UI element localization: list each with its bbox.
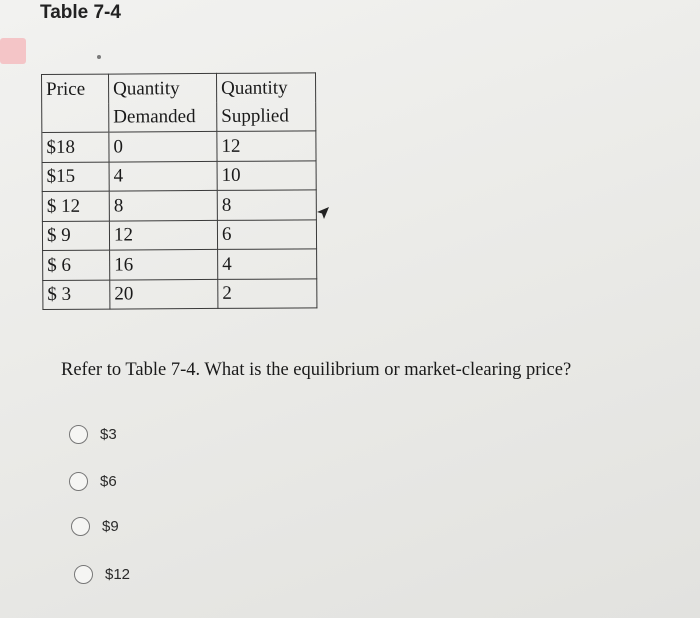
dot-mark <box>97 55 101 59</box>
quantity-supplied-cell: 8 <box>217 190 316 220</box>
table-header-row <box>42 73 316 104</box>
supply-demand-table <box>41 72 317 310</box>
quantity-demanded-cell: 0 <box>109 131 217 161</box>
quantity-supplied-cell: 6 <box>217 219 316 249</box>
answer-option-6[interactable] <box>69 472 117 491</box>
answer-option-9[interactable] <box>71 517 119 536</box>
radio-button[interactable] <box>69 472 88 491</box>
price-cell: $ 12 <box>42 191 109 221</box>
price-cell: $18 <box>42 132 109 162</box>
quantity-demanded-cell: 12 <box>109 220 217 250</box>
table-row <box>42 131 316 162</box>
answer-option-12[interactable] <box>74 565 130 584</box>
price-cell: $ 6 <box>43 250 110 280</box>
option-label: $3 <box>100 426 117 443</box>
quantity-demanded-cell: 16 <box>110 249 218 279</box>
screen-glare <box>0 38 26 64</box>
quantity-supplied-header-line2: Supplied <box>217 102 316 132</box>
question-text: Refer to Table 7-4. What is the equilibrium or market-clearing price? <box>61 360 572 380</box>
price-header: Price <box>42 74 109 132</box>
price-cell: $ 3 <box>43 280 110 310</box>
quantity-supplied-cell: 2 <box>218 278 317 308</box>
quantity-supplied-cell: 12 <box>217 131 316 161</box>
radio-button[interactable] <box>71 517 90 536</box>
quantity-supplied-cell: 10 <box>217 160 316 190</box>
quantity-demanded-header-line1: Quantity <box>109 73 217 103</box>
quantity-demanded-cell: 4 <box>109 161 217 191</box>
table-row <box>42 219 316 250</box>
option-label: $9 <box>102 518 119 535</box>
table-row <box>43 278 317 309</box>
pointer-arrow-icon <box>316 206 330 220</box>
option-label: $6 <box>100 473 117 490</box>
price-cell: $ 9 <box>42 221 109 251</box>
quantity-supplied-header-line1: Quantity <box>216 73 315 103</box>
quantity-supplied-cell: 4 <box>218 249 317 279</box>
table-row <box>42 160 316 191</box>
quantity-demanded-cell: 20 <box>110 279 218 309</box>
option-label: $12 <box>105 566 131 583</box>
table-row <box>43 249 317 280</box>
table-row <box>42 190 316 221</box>
page-title: Table 7-4 <box>40 2 121 23</box>
answer-option-3[interactable] <box>69 425 117 444</box>
radio-button[interactable] <box>74 565 93 584</box>
quantity-demanded-cell: 8 <box>109 190 217 220</box>
quantity-demanded-header-line2: Demanded <box>109 102 217 132</box>
radio-button[interactable] <box>69 425 88 444</box>
price-cell: $15 <box>42 162 109 192</box>
